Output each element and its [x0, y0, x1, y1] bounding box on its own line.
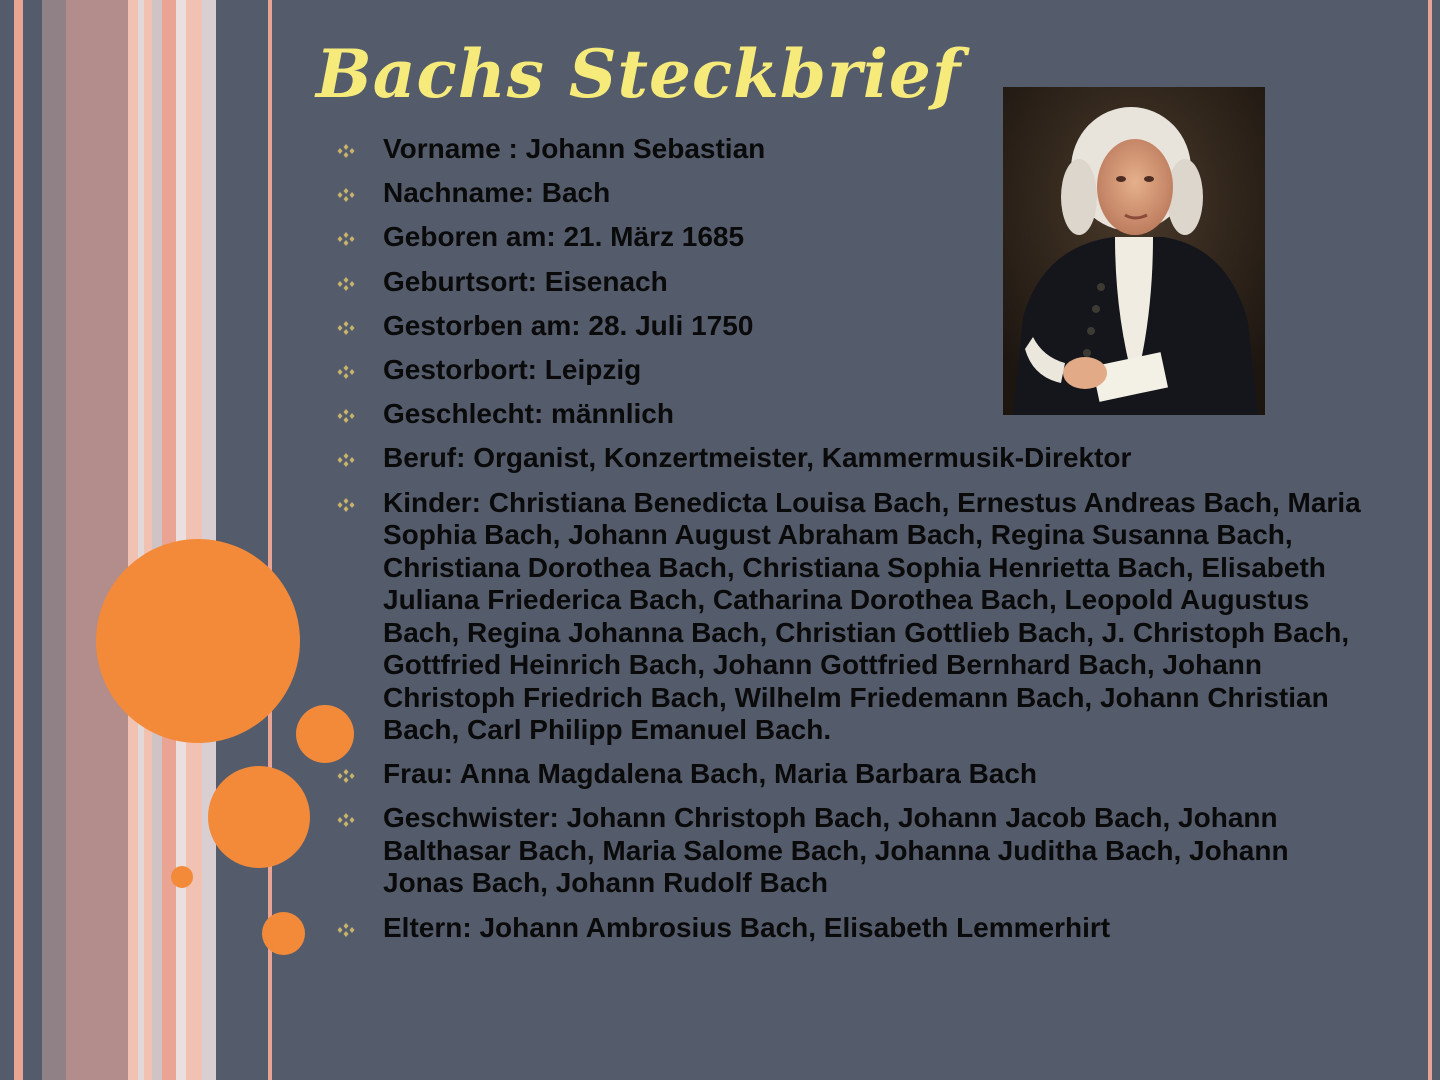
four-diamond-bullet-icon — [336, 144, 356, 158]
decorative-stripes — [0, 0, 280, 1080]
slide-title: Bachs Steckbrief — [316, 35, 962, 113]
fact-text: Beruf: Organist, Konzertmeister, Kammermusik-Direktor — [383, 442, 1132, 474]
four-diamond-bullet-icon — [336, 321, 356, 335]
list-item — [336, 758, 1376, 791]
list-item — [336, 912, 1376, 945]
four-diamond-bullet-icon — [336, 188, 356, 202]
stripe — [152, 0, 162, 1080]
fact-text: Geboren am: 21. März 1685 — [383, 221, 745, 253]
fact-text: Vorname : Johann Sebastian — [383, 133, 766, 164]
four-diamond-bullet-icon — [336, 498, 356, 512]
stripe — [42, 0, 66, 1080]
list-item — [336, 221, 1376, 254]
list-item — [336, 442, 1376, 475]
fact-text: Gestorben am: 28. Juli 1750 — [383, 309, 754, 341]
fact-text: Gestorbort: Leipzig — [383, 353, 642, 385]
fact-text: Eltern: Johann Ambrosius Bach, Elisabeth Lemmerhirt — [383, 911, 1111, 943]
four-diamond-bullet-icon — [336, 409, 356, 423]
stripe — [128, 0, 138, 1080]
four-diamond-bullet-icon — [336, 232, 356, 246]
fact-text: Geschwister: Johann Christoph Bach, Johann Jacob Bach, Johann Balthasar Bach, Maria Salome Bach, Johanna Juditha Bach, Johann Jonas Bach, Johann Rudolf Bach — [383, 802, 1289, 899]
fact-list — [336, 133, 1376, 944]
list-item — [336, 354, 1376, 387]
four-diamond-bullet-icon — [336, 277, 356, 291]
list-item — [336, 266, 1376, 299]
list-item — [336, 133, 1376, 166]
list-item — [336, 487, 1376, 747]
four-diamond-bullet-icon — [336, 453, 356, 467]
fact-text: Geschlecht: männlich — [383, 398, 674, 430]
list-item — [336, 310, 1376, 343]
list-item — [336, 177, 1376, 210]
list-item — [336, 802, 1376, 900]
fact-text: Kinder: Christiana Benedicta Louisa Bach, Ernestus Andreas Bach, Maria Sophia Bach, Johann August Abraham Bach, Regina Susanna Bach, Christiana Dorothea Bach, Christiana Sophia Henrietta Bach, Elisabeth Juliana Friederica Bach, Catharina Dorothea Bach, Leopold Augustus Bach, Regina Johanna Bach, Christian Gottlieb Bach, J. Christoph Bach, Gottfried Heinrich Bach, Johann Gottfried Bernhard Bach, Johann Christoph Friedrich Bach, Wilhelm Friedemann Bach, Johann Christian Bach, Carl Philipp Emanuel Bach. — [383, 486, 1361, 745]
decorative-circle — [262, 912, 305, 955]
stripe — [162, 0, 176, 1080]
fact-text: Nachname: Bach — [383, 177, 611, 209]
four-diamond-bullet-icon — [336, 923, 356, 937]
four-diamond-bullet-icon — [336, 813, 356, 827]
fact-text: Geburtsort: Eisenach — [383, 265, 668, 297]
decorative-circle-large — [96, 539, 300, 743]
decorative-circle — [208, 766, 310, 868]
stripe — [144, 0, 152, 1080]
stripe — [66, 0, 128, 1080]
four-diamond-bullet-icon — [336, 769, 356, 783]
stripe — [23, 0, 42, 1080]
list-item — [336, 398, 1376, 431]
decorative-circle-small — [171, 866, 193, 888]
right-edge-line — [1428, 0, 1432, 1080]
four-diamond-bullet-icon — [336, 365, 356, 379]
stripe — [14, 0, 23, 1080]
fact-text: Frau: Anna Magdalena Bach, Maria Barbara Bach — [383, 758, 1038, 790]
stripe — [0, 0, 14, 1080]
